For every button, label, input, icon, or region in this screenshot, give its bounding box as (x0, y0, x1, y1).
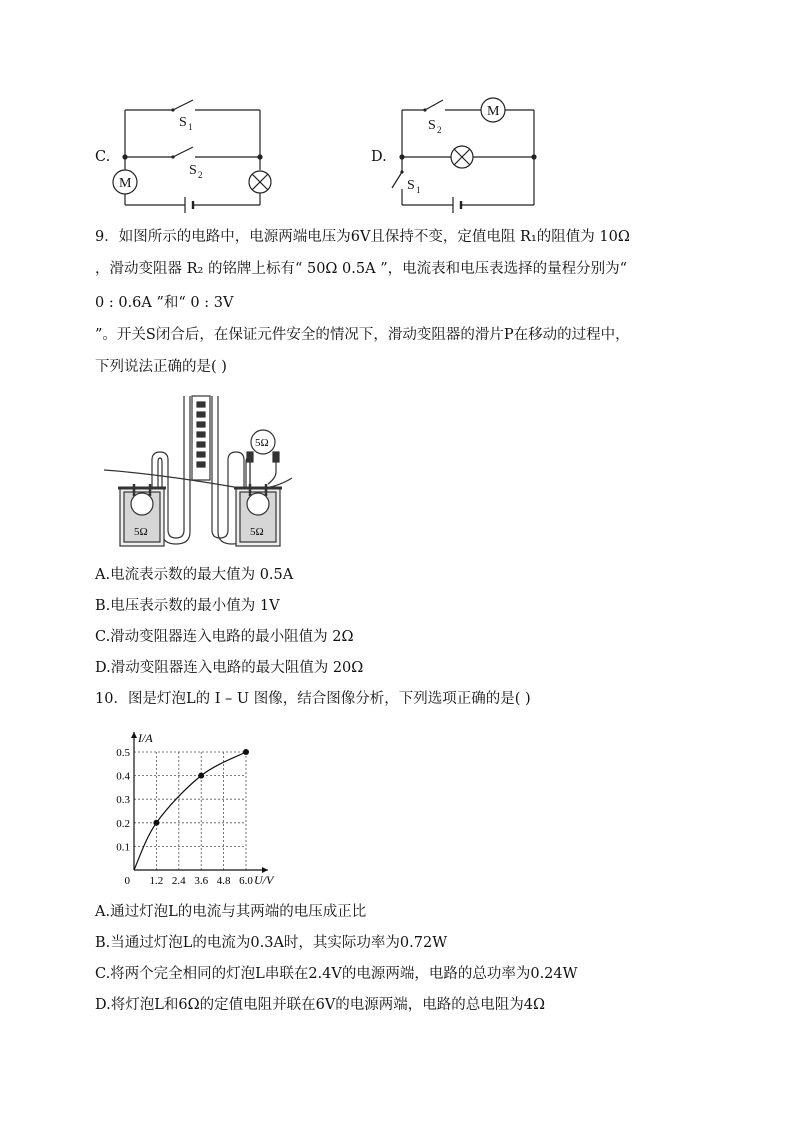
q10-stem: 10．图是灯泡L的 I – U 图像，结合图像分析，下列选项正确的是( ) (95, 691, 531, 707)
q9-stem-line-2: ，滑动变阻器 R₂ 的铭牌上标有“ 50Ω 0.5A ”，电流表和电压表选择的量程分别为“ (95, 261, 628, 277)
iu-curve (134, 752, 246, 870)
origin-label: 0 (124, 875, 130, 887)
x-tick-label: 4.8 (216, 875, 231, 887)
option-c-label: C. (95, 149, 111, 165)
x-tick-label: 1.2 (149, 875, 164, 887)
y-axis-label: I/A (138, 731, 153, 745)
x-tick-label: 2.4 (171, 875, 186, 887)
q9-option-a[interactable]: A.电流表示数的最大值为 0.5A (95, 567, 294, 583)
q9-option-d[interactable]: D.滑动变阻器连入电路的最大阻值为 20Ω (95, 660, 364, 676)
y-axis-arrow (131, 732, 137, 738)
chart-tick-labels (116, 747, 253, 887)
q10-option-a[interactable]: A.通过灯泡L的电流与其两端的电压成正比 (95, 904, 367, 920)
svg-text:1: 1 (188, 122, 193, 132)
y-tick-label: 0.3 (116, 794, 130, 807)
left-container-label: 5Ω (134, 526, 148, 538)
q10-option-b[interactable]: B.当通过灯泡L的电流为0.3A时，其实际功率为0.72W (95, 935, 448, 951)
switch-s2-label: S (428, 118, 436, 133)
switch-s2-blade (173, 147, 193, 157)
motor-label: M (487, 104, 500, 119)
junction-dot (257, 154, 262, 159)
switch-s2-label: S (189, 163, 197, 178)
external-resistor-label: 5Ω (255, 437, 269, 449)
junction-dot (122, 154, 127, 159)
data-point (243, 749, 249, 755)
data-point (153, 820, 159, 826)
svg-text:1: 1 (416, 185, 421, 195)
y-tick-label: 0.1 (116, 841, 130, 854)
svg-text:2: 2 (437, 125, 442, 135)
option-d-label: D. (371, 149, 387, 165)
svg-text:2: 2 (198, 170, 203, 180)
q10-option-c[interactable]: C.将两个完全相同的灯泡L串联在2.4V的电源两端，电路的总功率为0.24W (95, 966, 578, 982)
q9-stem-line-3: 0 : 0.6A ”和“ 0 : 3V (95, 295, 234, 311)
switch-s1-label: S (179, 115, 187, 130)
switch-s1-blade (173, 100, 193, 110)
y-tick-label: 0.4 (116, 770, 130, 783)
q9-option-b[interactable]: B.电压表示数的最小值为 1V (95, 598, 280, 614)
switch-s1-blade (392, 172, 402, 188)
switch-s2-blade (425, 100, 443, 110)
y-tick-label: 0.5 (116, 747, 130, 759)
q9-stem-line-1: 9．如图所示的电路中，电源两端电压为6V且保持不变，定值电阻 R₁的阻值为 10Ω (95, 229, 630, 245)
x-axis-label: U/V (254, 873, 274, 887)
q9-stem-line-5: 下列说法正确的是( ) (95, 359, 227, 375)
circuit-diagram-c (105, 92, 280, 217)
iu-chart (110, 722, 290, 890)
circuit-diagram-d (385, 92, 550, 217)
right-container-label: 5Ω (250, 526, 264, 538)
q10-option-d[interactable]: D.将灯泡L和6Ω的定值电阻并联在6V的电源两端，电路的总电阻为4Ω (95, 997, 546, 1013)
y-tick-label: 0.2 (116, 817, 130, 830)
q9-experiment-figure (100, 392, 300, 552)
x-tick-label: 3.6 (194, 875, 209, 887)
x-tick-label: 6.0 (239, 875, 253, 887)
junction-dot (531, 154, 536, 159)
q9-option-c[interactable]: C.滑动变阻器连入电路的最小阻值为 2Ω (95, 629, 354, 645)
left-resistor-coil (131, 493, 153, 515)
q9-stem-line-4: ”。开关S闭合后，在保证元件安全的情况下，滑动变阻器的滑片P在移动的过程中， (95, 327, 630, 343)
ruler-marks (197, 402, 205, 467)
motor-label: M (119, 176, 132, 191)
switch-s1-label: S (407, 178, 415, 193)
data-point (198, 773, 204, 779)
chart-grid (134, 752, 246, 870)
right-resistor-coil (247, 493, 269, 515)
junction-dot (399, 154, 404, 159)
